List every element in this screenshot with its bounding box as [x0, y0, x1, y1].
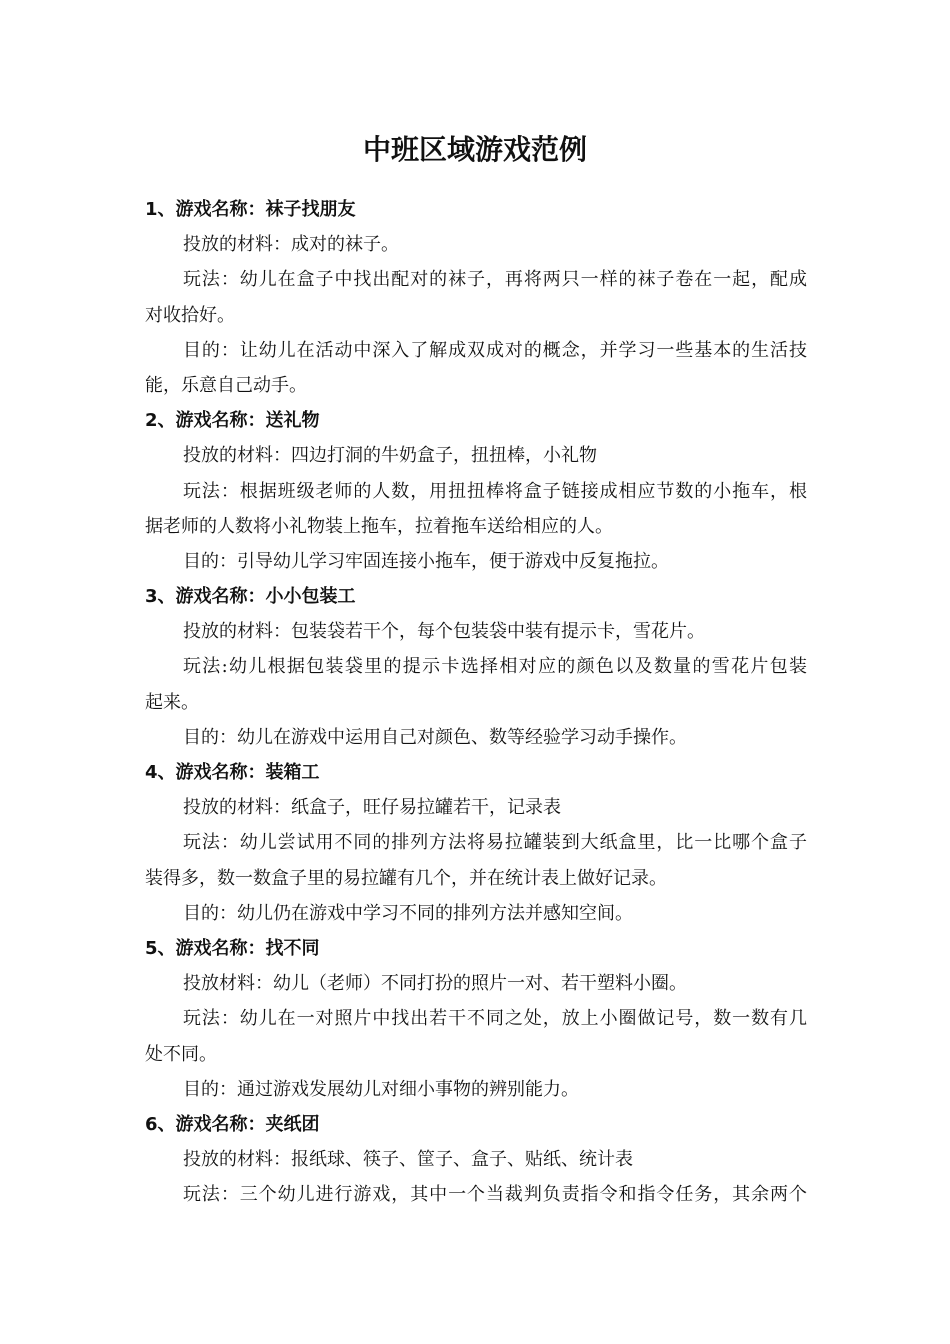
paragraph-line: 玩法：三个幼儿进行游戏，其中一个当裁判负责指令和指令任务，其余两个	[183, 1184, 807, 1206]
paragraph-continuation: 据老师的人数将小礼物装上拖车，拉着拖车送给相应的人。	[145, 515, 613, 537]
paragraph-continuation: 起来。	[145, 691, 199, 713]
paragraph-line: 投放的材料：报纸球、筷子、筐子、盒子、贴纸、统计表	[183, 1149, 633, 1171]
paragraph-line: 目的：幼儿在游戏中运用自己对颜色、数等经验学习动手操作。	[183, 726, 687, 748]
paragraph-line: 投放的材料：成对的袜子。	[183, 234, 399, 256]
section-heading: 5、游戏名称：找不同	[145, 937, 320, 959]
paragraph-line: 玩法：根据班级老师的人数，用扭扭棒将盒子链接成相应节数的小拖车，根	[183, 480, 807, 502]
paragraph-line: 投放材料：幼儿（老师）不同打扮的照片一对、若干塑料小圈。	[183, 973, 687, 995]
paragraph-line: 目的：通过游戏发展幼儿对细小事物的辨别能力。	[183, 1078, 579, 1100]
paragraph-continuation: 处不同。	[145, 1043, 217, 1065]
paragraph-line: 玩法：幼儿尝试用不同的排列方法将易拉罐装到大纸盒里，比一比哪个盒子	[183, 832, 807, 854]
paragraph-continuation: 对收拾好。	[145, 304, 235, 326]
paragraph-line: 玩法：幼儿在一对照片中找出若干不同之处，放上小圈做记号，数一数有几	[183, 1008, 807, 1030]
paragraph-line: 投放的材料：四边打洞的牛奶盒子，扭扭棒，小礼物	[183, 445, 597, 467]
paragraph-line: 目的：幼儿仍在游戏中学习不同的排列方法并感知空间。	[183, 902, 633, 924]
page-title: 中班区域游戏范例	[362, 133, 587, 166]
section-heading: 2、游戏名称：送礼物	[145, 410, 320, 432]
paragraph-continuation: 能，乐意自己动手。	[145, 374, 307, 396]
paragraph-line: 玩法:幼儿根据包装袋里的提示卡选择相对应的颜色以及数量的雪花片包装	[183, 656, 807, 678]
section-heading: 6、游戏名称：夹纸团	[145, 1113, 320, 1135]
section-heading: 1、游戏名称：袜子找朋友	[145, 199, 356, 220]
section-heading: 3、游戏名称：小小包装工	[145, 586, 356, 608]
paragraph-line: 玩法：幼儿在盒子中找出配对的袜子，再将两只一样的袜子卷在一起，配成	[183, 269, 807, 291]
paragraph-continuation: 装得多，数一数盒子里的易拉罐有几个，并在统计表上做好记录。	[145, 867, 667, 889]
paragraph-line: 目的：让幼儿在活动中深入了解成双成对的概念，并学习一些基本的生活技	[183, 339, 807, 361]
paragraph-line: 投放的材料：纸盒子，旺仔易拉罐若干，记录表	[183, 797, 561, 819]
paragraph-line: 投放的材料：包装袋若干个，每个包装袋中装有提示卡，雪花片。	[183, 621, 705, 643]
section-heading: 4、游戏名称：装箱工	[145, 762, 320, 783]
document-body	[145, 192, 807, 1212]
paragraph-line: 目的：引导幼儿学习牢固连接小拖车，便于游戏中反复拖拉。	[183, 550, 669, 572]
